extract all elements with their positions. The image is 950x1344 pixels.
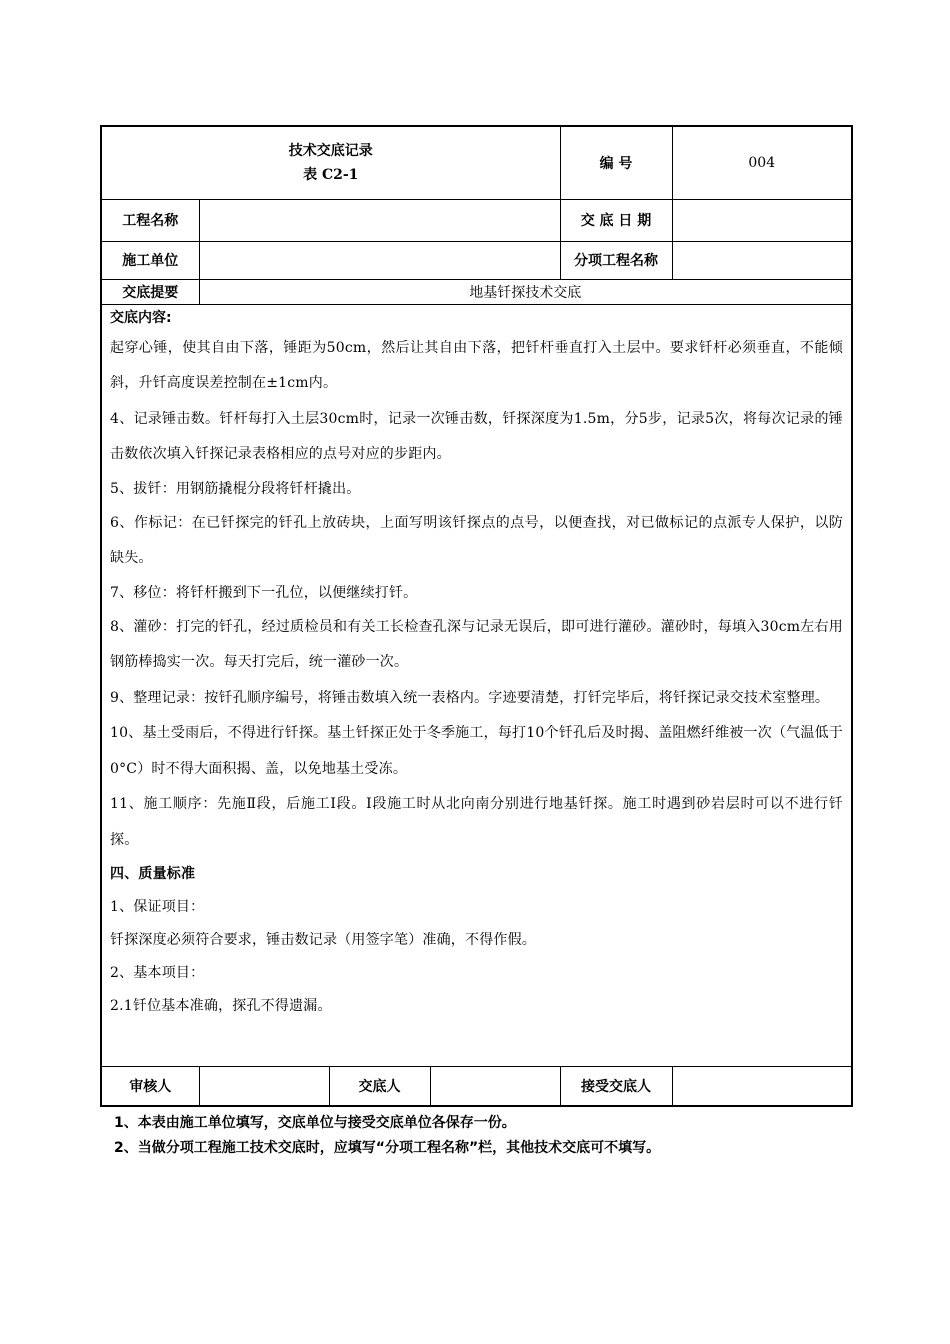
content-paragraph: 起穿心锤，使其自由下落，锤距为50cm，然后让其自由下落，把钎杆垂直打入土层中。要求钎杆必须垂直，不能倾斜，升钎高度误差控制在±1cm内。 [110, 339, 843, 391]
reviewer-label: 审核人 [101, 1066, 199, 1106]
unit-label: 施工单位 [101, 241, 199, 279]
section-heading: 四、质量标准 [110, 866, 196, 882]
content-cell [101, 304, 852, 1066]
receiver-field[interactable] [672, 1066, 852, 1106]
receiver-label: 接受交底人 [560, 1066, 672, 1106]
number-label: 编 号 [560, 126, 672, 199]
content-paragraph: 2、基本项目： [110, 965, 205, 981]
content-paragraph: 钎探深度必须符合要求，锤击数记录（用签字笔）准确，不得作假。 [110, 932, 536, 948]
content-paragraph: 7、移位：将钎杆搬到下一孔位，以便继续打钎。 [110, 584, 418, 601]
content-heading: 交底内容: [110, 309, 172, 326]
content-paragraph: 4、记录锤击数。钎杆每打入土层30cm时，记录一次锤击数，钎探深度为1.5m，分5步，记录5次，将每次记录的锤击数依次填入钎探记录表格相应的点号对应的步距内。 [110, 410, 843, 462]
project-name-field[interactable] [199, 199, 560, 241]
subproject-field[interactable] [672, 241, 852, 279]
content-paragraph: 11、施工顺序：先施Ⅱ段，后施工Ⅰ段。Ⅰ段施工时从北向南分别进行地基钎探。施工时遇到砂岩层时可以不进行钎探。 [110, 796, 843, 848]
content-paragraph: 6、作标记：在已钎探完的钎孔上放砖块，上面写明该钎探点的点号，以便查找，对已做标记的点派专人保护，以防缺失。 [110, 514, 843, 566]
footnote: 2、当做分项工程施工技术交底时，应填写“分项工程名称”栏，其他技术交底可不填写。 [114, 1140, 661, 1156]
summary-label: 交底提要 [101, 279, 199, 304]
discloser-field[interactable] [430, 1066, 560, 1106]
content-paragraph: 10、基土受雨后，不得进行钎探。基土钎探正处于冬季施工，每打10个钎孔后及时揭、盖阻燃纤维被一次（气温低于0°C）时不得大面积揭、盖，以免地基土受冻。 [110, 725, 843, 777]
content-paragraph: 8、灌砂：打完的钎孔，经过质检员和有关工长检查孔深与记录无误后，即可进行灌砂。灌砂时，每填入30cm左右用钢筋棒捣实一次。每天打完后，统一灌砂一次。 [110, 618, 843, 670]
date-field[interactable] [672, 199, 852, 241]
reviewer-field[interactable] [199, 1066, 329, 1106]
date-label: 交 底 日 期 [560, 199, 672, 241]
disclosure-record-form [100, 125, 851, 1107]
form-code: 表 C2-1 [303, 166, 359, 183]
content-paragraph: 9、整理记录：按钎孔顺序编号，将锤击数填入统一表格内。字迹要清楚，打钎完毕后，将钎探记录交技术室整理。 [110, 689, 830, 706]
footnotes [114, 1111, 854, 1161]
footnote: 1、本表由施工单位填写，交底单位与接受交底单位各保存一份。 [114, 1115, 516, 1131]
subproject-label: 分项工程名称 [560, 241, 672, 279]
content-paragraph: 1、保证项目： [110, 899, 205, 915]
content-paragraph: 5、拔钎：用钢筋撬棍分段将钎杆撬出。 [110, 480, 361, 497]
form-table [100, 125, 853, 1107]
summary-field[interactable]: 地基钎探技术交底 [199, 279, 852, 304]
project-name-label: 工程名称 [101, 199, 199, 241]
number-value[interactable]: 004 [672, 126, 852, 199]
discloser-label: 交底人 [329, 1066, 430, 1106]
content-paragraph: 2.1钎位基本准确，探孔不得遗漏。 [110, 998, 332, 1014]
form-title-main: 技术交底记录 [288, 142, 373, 159]
form-title [101, 126, 560, 199]
unit-field[interactable] [199, 241, 560, 279]
